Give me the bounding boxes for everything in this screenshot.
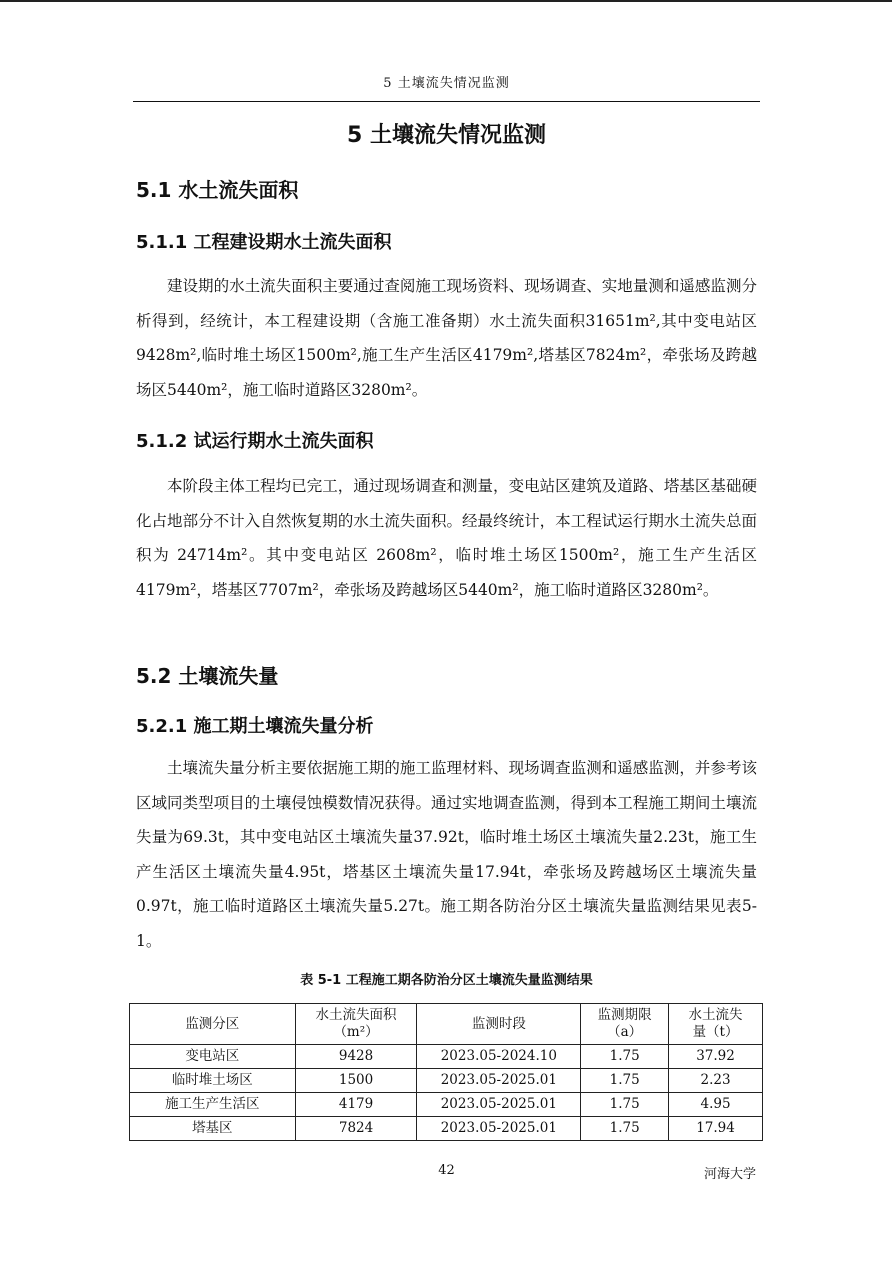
section-heading-5-1-2: 5.1.2 试运行期水土流失面积 [136, 431, 374, 452]
header-period: 监测时段 [417, 1004, 581, 1045]
paragraph-5-1-1: 建设期的水土流失面积主要通过查阅施工现场资料、现场调查、实地量测和遥感监测分析得到，经统计，本工程建设期（含施工准备期）水土流失面积31651m²,其中变电站区9428m²,临时堆土场区1500m²,施工生产生活区4179m²,塔基区7824m²，牵张场及跨越场区5440m²，施工临时道路区3280m²。 [136, 277, 757, 399]
cell-duration: 1.75 [581, 1045, 669, 1069]
section-heading-5-1: 5.1 水土流失面积 [136, 178, 299, 202]
cell-loss: 17.94 [669, 1117, 763, 1141]
cell-period: 2023.05-2025.01 [417, 1069, 581, 1093]
section-heading-5-1-1: 5.1.1 工程建设期水土流失面积 [136, 232, 392, 253]
table-row [130, 1045, 763, 1069]
header-divider [133, 101, 760, 102]
cell-period: 2023.05-2025.01 [417, 1093, 581, 1117]
cell-zone: 塔基区 [130, 1117, 296, 1141]
table-caption: 表 5-1 工程施工期各防治分区土壤流失量监测结果 [300, 973, 593, 988]
header-zone: 监测分区 [130, 1004, 296, 1045]
cell-area: 4179 [295, 1093, 417, 1117]
cell-area: 1500 [295, 1069, 417, 1093]
section-heading-5-2: 5.2 土壤流失量 [136, 664, 279, 688]
paragraph-5-2-1: 土壤流失量分析主要依据施工期的施工监理材料、现场调查监测和遥感监测，并参考该区域同类型项目的土壤侵蚀模数情况获得。通过实地调查监测，得到本工程施工期间土壤流失量为69.3t，其中变电站区土壤流失量37.92t，临时堆土场区土壤流失量2.23t，施工生产生活区土壤流失量4.95t，塔基区土壤流失量17.94t，牵张场及跨越场区土壤流失量0.97t，施工临时道路区土壤流失量5.27t。施工期各防治分区土壤流失量监测结果见表5-1。 [136, 759, 757, 950]
cell-zone: 变电站区 [130, 1045, 296, 1069]
cell-period: 2023.05-2024.10 [417, 1045, 581, 1069]
cell-zone: 临时堆土场区 [130, 1069, 296, 1093]
monitoring-results-table [129, 1003, 763, 1141]
chapter-title: 5 土壤流失情况监测 [347, 123, 546, 148]
cell-area: 9428 [295, 1045, 417, 1069]
page-number: 42 [438, 1163, 455, 1178]
cell-duration: 1.75 [581, 1093, 669, 1117]
header-duration: 监测期限 （a） [581, 1004, 669, 1045]
table-header-row [130, 1004, 763, 1045]
top-border-line [0, 0, 892, 2]
publisher-name: 河海大学 [703, 1167, 756, 1182]
cell-duration: 1.75 [581, 1069, 669, 1093]
cell-zone: 施工生产生活区 [130, 1093, 296, 1117]
header-area: 水土流失面积 （m²） [295, 1004, 417, 1045]
cell-duration: 1.75 [581, 1117, 669, 1141]
cell-area: 7824 [295, 1117, 417, 1141]
cell-loss: 4.95 [669, 1093, 763, 1117]
cell-period: 2023.05-2025.01 [417, 1117, 581, 1141]
running-header: 5 土壤流失情况监测 [383, 76, 510, 91]
table-row [130, 1117, 763, 1141]
cell-loss: 37.92 [669, 1045, 763, 1069]
cell-loss: 2.23 [669, 1069, 763, 1093]
table-row [130, 1093, 763, 1117]
table-row [130, 1069, 763, 1093]
paragraph-5-1-2: 本阶段主体工程均已完工，通过现场调查和测量，变电站区建筑及道路、塔基区基础硬化占地部分不计入自然恢复期的水土流失面积。经最终统计，本工程试运行期水土流失总面积为 24714m²。其中变电站区 2608m²，临时堆土场区1500m²，施工生产生活区4179m²，塔基区7707m²，牵张场及跨越场区5440m²，施工临时道路区3280m²。 [136, 477, 757, 599]
section-heading-5-2-1: 5.2.1 施工期土壤流失量分析 [136, 716, 374, 737]
header-loss: 水土流失 量（t） [669, 1004, 763, 1045]
